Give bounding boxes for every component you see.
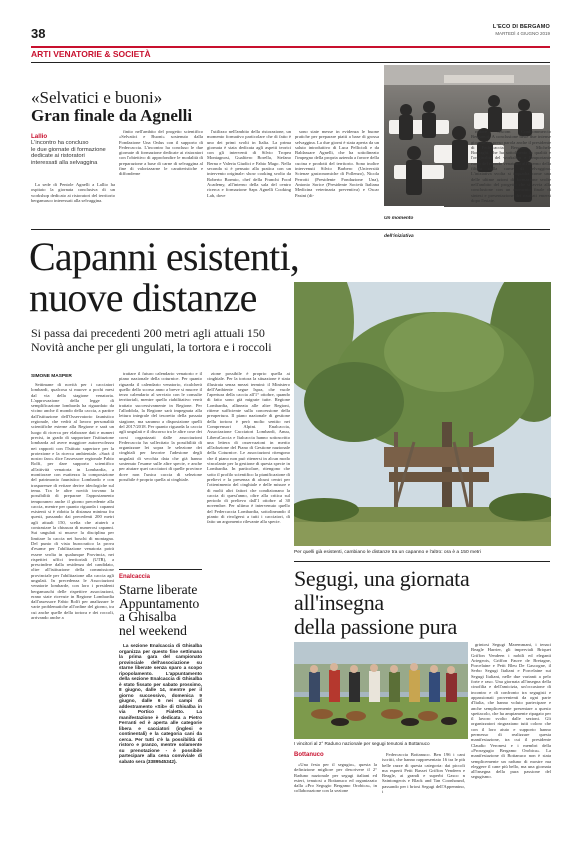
- article-body: [119, 643, 202, 813]
- paragraph: zione possibile è proprio quella ai cinghiale. Per la tortora la situazione è stata illustrata senza mezzi termini: il Ministero dell'Ambiente segue Ispra, che vuole l'apertura della caccia all'1° ottobre, quando di fatto sono già migrate tutte. Regione Lombardia, allineata alle altre Regioni, ritiene sufficiente sulla concessione della preapertura. Il piano nazionale di gestione della tortora è però molto sentito nei Comprensori Alpini. Enalcaccia, Associazione Cacciatori Lombardi, Anuu, LiberaCaccia e Italcaccia hanno sottoscritto una lettera di osservazioni in merito all'adozione del Piano di Gestione nazionale della Coturnice. Le associazioni ritengono che il piano non può ritenersi in alcun modo vincolante per la gestione di questa specie in Lombardia. In particolare, ritengono che sotto il profilo scientifico la pianificazione di prelievi e la presenza di alcuni centri per l'ottenimento del cinghiale e delle misure e di molti altri fattori che condizionano la caccia di quest'anno, oltre alla critica sul periodo di prelievo dall'1 ottobre al 30 novembre. Per ultimo è intervenuto quello del Federcaccia Lombardia, sottolineando il pianto di rivolgersi a tutti i cacciatori, di fatto un argomento rilevante alla specie.: [207, 371, 290, 525]
- article-title-line1: «Selvatici e buoni»: [31, 88, 163, 107]
- article-kicker: Bottanuco: [294, 752, 324, 758]
- article-column: [471, 129, 551, 224]
- summary-line: L'incontro ha concluso: [31, 140, 89, 146]
- section-rule: [294, 561, 550, 562]
- title-line: nel weekend: [119, 622, 187, 638]
- article-column: [295, 129, 379, 225]
- section-rule: [119, 569, 202, 570]
- section-rule: [31, 229, 550, 230]
- article-title-line2: nuove distanze: [29, 275, 257, 320]
- paragraph: La sezione Enalcaccia di Ghisalba organizza per questo fine settimana la prima gara del campionato provinciale dell'associazione su starne liberate senza sparo a scopo ripopolamento. L'appuntamento della sezione Enalcaccia di Ghisalba è stato fissato per sabato prossimo, 8 giugno, dalle 14, mentre per il giorno successivo, domenica 9 giugno, dalle 6 nei campi di addestramento «Sib» di Ghisalba in via Portico Fialetto. La manifestazione è dedicata a Pietro Ferranti ed è aperta alle categorie libera e cacciatori (inglesi e continentali) e la categoria cani da cerca. Per tutti c'è la possibilità di ristoro e pranzo, mentre solamente su prenotazione - è possibile partecipare alla cena conviviale di sabato sera (3389545342).: [119, 643, 202, 764]
- article-summary: [31, 140, 116, 166]
- page-number: 38: [31, 26, 46, 41]
- photo-image: [294, 642, 468, 739]
- title-line: Starne liberate: [119, 582, 198, 597]
- paragraph: finito nell'ambito del progetto scientifico «Selvatici e Buoni» sostenuto dalla Fondazione Una Onlus con il supporto di Federcaccia. L'incontro ha concluso le due giornate di formazione dedicate ai ristoratori con l'obiettivo di approfondire le modalità di preparazione a base di carne di selvaggina al fine di valorizzarne le caratteristiche e diffonderne: [119, 129, 203, 177]
- segugi-photo: [294, 642, 468, 739]
- capanno-photo: [294, 282, 551, 546]
- paper-name: L'ECO DI BERGAMO: [492, 24, 550, 30]
- paragraph: trattare il futuro calendario venatorio e il piano nazionale della coturnice. Per quanto riguarda il calendario venatorio, ricalcherà quello dello scorso anno a breve si muove il terzo calendario al servizio con le consulte territoriali, mentre quello riabilitativo verrà trattato successivamente in Regione. Per l'alloddola, la Regione sarà impegnata alla lettura integrale del tesoretto della passata stagione, ma saranno a disposizione quelli del 2017/2018. Per quanto riguarda la caccia agli ungulati e il discorso tra le altre cose dei corsi organizzati dalle associazioni Federcaccia ha sollecitato la possibilità di organizzare lei sopra le selezione dei cinghiali per favorire l'adesione degli ungulati di vecchia data che già hanno sostenuto l'esame sulle altre specie, e anche per aiutare quei cacciatori di quelle province dove non l'unica caccia di selezione possibile è proprio quella ai cinghiale.: [119, 371, 202, 482]
- section-rule: [31, 62, 550, 63]
- photo-caption: I vincitori al 2° Raduno nazionale per segugi tenutosi a Bottanuco: [294, 741, 430, 746]
- photo-image: [294, 282, 551, 546]
- photo-caption: Un momento dell'iniziativa: [384, 216, 414, 239]
- photo-caption-box: [384, 206, 444, 239]
- article-column: [207, 371, 290, 816]
- article-title-line1: Segugi, una giornata: [294, 566, 470, 591]
- section-label: ARTI VENATORIE & SOCIETÀ: [31, 49, 151, 59]
- paragraph: Federcaccia Bottanuco. Ben 196 i cani iscritti, che hanno rappresentato 16 tra le più belle razze di questa categoria: dai piccoli ma esperti Petit Basset Griffon Vendeen e Beagle, ai grandi e superbi Gasco n Saintongeois e Black and Tan Coonhound, passando per i briosi Segugi dell'Appennino, i: [382, 752, 465, 795]
- paragraph: La sede di Pentole Agnelli a Lallio ha ospitato la giornata conclusiva di un workshop dedicato ai ristoratori del territorio bergamasco interessati alla selvaggina.: [31, 182, 115, 203]
- article-title-line1: Capanni esistenti,: [29, 234, 299, 279]
- title-line: Appuntamento: [119, 595, 200, 611]
- title-line: a Ghisalba: [119, 609, 177, 624]
- photo-caption: Per quelli già esistenti, cambiano le distanze tra un capanno e l'altro: ora è a 150 metri: [294, 550, 481, 555]
- summary-line: le due giornate di formazione: [31, 146, 106, 153]
- article-column: [207, 129, 291, 225]
- article-column: [471, 642, 551, 816]
- article-column: [119, 371, 202, 564]
- article-title-line3: della passione pura: [294, 614, 457, 639]
- article-column: [31, 382, 114, 816]
- paragraph: rettore Ascom Confcommercio Bergamo). A conclusione delle due intense giornate ha preso parola anche il presidente di Federcaccia Bergamo, Michele Bornaghi, che ha sottolineato la qualità e l'originalità del workshop e l'importante ruolo del mondo venatorio all'interno della filiera della carne di selvaggina. L'iniziativa svolta si inquadra come una delle ultime azioni di formazione svolte nell'ambito del progetto che si avvia alla conclusione con un momento finale di sintesi e presentazione dei risultati emersi dopo l'estate.: [471, 129, 551, 203]
- paragraph: sono state messe in evidenza le buone pratiche per preparare piatti a base di grossa selvaggina. La due giorni è stata aperta da un saluto introduttivo di Luca Pellicioli e da Baldassare Agnelli, che ha sottolineato l'impegno della propria azienda a favore della cucina e prodotti del territorio. Sono inoltre intervenuti Silvio Barbero (Università Scienze gastronomiche di Pollenzo), Nicola Perrotti (Presidente Fondazione Una), Antonio Sorice (Presidente Società Italiana Medicina veterinaria preventiva) e Oscar Pasini (di-: [295, 129, 379, 198]
- summary-line: dedicate ai ristoratori: [31, 153, 85, 160]
- article-column: [294, 762, 377, 816]
- article-kicker: Lallio: [31, 133, 48, 140]
- summary-line: interessati alla selvaggina: [31, 159, 98, 166]
- article-subtitle-line1: Si passa dai precedenti 200 metri agli attuali 150: [31, 326, 265, 340]
- paragraph: «Una festa per il segugio», questa la definizione migliore per descrivere il 2° Raduno nazionale per segugi italiani ed esteri, tenutosi a Bottanuco ed organizzato dalla «Pro Segugio Bergamo Orobica», in collaborazione con la sezione: [294, 762, 377, 794]
- article-title: [119, 583, 202, 637]
- article-subtitle-line2: Novità anche per gli ungulati, la tortora e i roccoli: [31, 340, 272, 354]
- article-title-line2: Gran finale da Agnelli: [31, 106, 193, 125]
- header-rule: [31, 46, 550, 48]
- paragraph: grintosi Segugi Maremmani, i tenaci Beagle Harrier, gli imperviali Briquet Griffon Vendeen i nobili ed eleganti Ariegeois, Griffon Fauve de Bretagne, Porcelaine e Petit Bleu De Gascogne, il Serbo Segugi Italiani e Porcelaine sui Segugi Italiani, nelle due varianti a pelo forte e raso. Una giornata all'insegna della cinofilia e dell'amicizia, un'occasione di incontro e di confronto tra segugisti e appassionati provenienti da ogni parte d'Italia, che hanno voluto partecipare e anche semplicemente presentare a questo spettacolo, che ha ampiamente ripagato per il lavoro svolto dalle sezioni. Gli organizzatori ringraziano tutti coloro che con il loro aiuto e supporto hanno permesso di realizzare questa manifestazione, tra cui il presidente Claudio Veronesi e i membri della «Prosegugio Bergamo Orobica». La manifestazione di Bottanuco non è stata semplicemente un raduno di mostre ma eleggere il cane più bello, ma una giornata all'insegna della pura passione del segugismo.: [471, 642, 551, 780]
- issue-date: MARTEDÌ 4 GIUGNO 2019: [495, 31, 550, 36]
- article-column: [31, 182, 115, 222]
- article-title-line2: all'insegna: [294, 590, 384, 615]
- paragraph: Settimane di novità per i cacciatori lombardi, qualcosa si muove a pochi mesi dal via della stagione venatoria. L'approvazione della legge di semplificazione lombarda ha riguardato da vicino anche il mondo della caccia, a partire dall'istituzione dell'Osservatorio faunistico regionale, che vedrà al lavoro personalità scientifiche esterne alla Regione e sarà un luogo di ricerca per elaborare dati e numeri precisi, in grado di supportare l'istituzione lombarda ad avere maggiore autorevolezza nei rapporti con l'Istituto superiore per la protezione e la ricerca ambientale. «Sarà il nostro faro» dice l'assessore regionale Fabio Rolfi, per dare supporto scientifico all'attività venatoria in Lombardia, a monitorare con esattezza la composizione del patrimonio faunistico Lombardo e con trasparenze di evitare derive ideologiche sul tema. Tra le altre novità trovano la possibilità di preparare l'appostamento temporaneo anche il giorno precedente alla caccia, mentre per quanto riguarda i capanni esistenti si è ridotta la distanza minima fra questi, passando dai precedenti 200 metri agli attuali 150, scelta che aiuterà a contrastare la chiusura di numerosi capanni. Sui ungulati si muove la disciplina per limitare la caccia nei boschi di montagna. Del punto di vista burocratico la prova d'esame per l'abilitazione venatoria potrà essere svolta in qualunque Provincia, nei rispettivi uffici territoriali (UTR), a prescindere dalla residenza del candidato, oltre all'istituzione della commissione provinciale per l'abilitazione alla caccia agli ungulati. In precedenza le Associazioni venatorie lombarde, con loro i presidenti bergamaschi delle rispettive associazioni, erano state ricevute in Regione Lombardia dall'assessore Fabio Rolfi per analizzare le varie problematiche all'ordine del giorno, tra cui anche quelle della tortora e dei roccoli, arrivando anche a: [31, 382, 114, 621]
- article-column: [382, 752, 465, 816]
- paragraph: l'utilizzo nell'ambito della ristorazione, un momento formativo particolare che di fatto è uno dei primi svolti in Italia. La prima giornata è stata dedicata agli aspetti teorici con gli interventi di Silvio Tropea Montagnosi, Gualtiero Borella, Stefano Berna e Valeria Giudici e Fabio Mago. Nella seconda si è pensato alla pratica con un intervento originale: show cooking svolto da Roberto Bormio, chef della Franchi Food Academy, all'interno della sala del centro ricerca e formazione Saps Agnelli Cooking Lab, dove: [207, 129, 291, 198]
- article-kicker: Enalcaccia: [119, 574, 151, 580]
- byline: SIMONE MASPER: [31, 374, 72, 379]
- article-column: [119, 129, 203, 225]
